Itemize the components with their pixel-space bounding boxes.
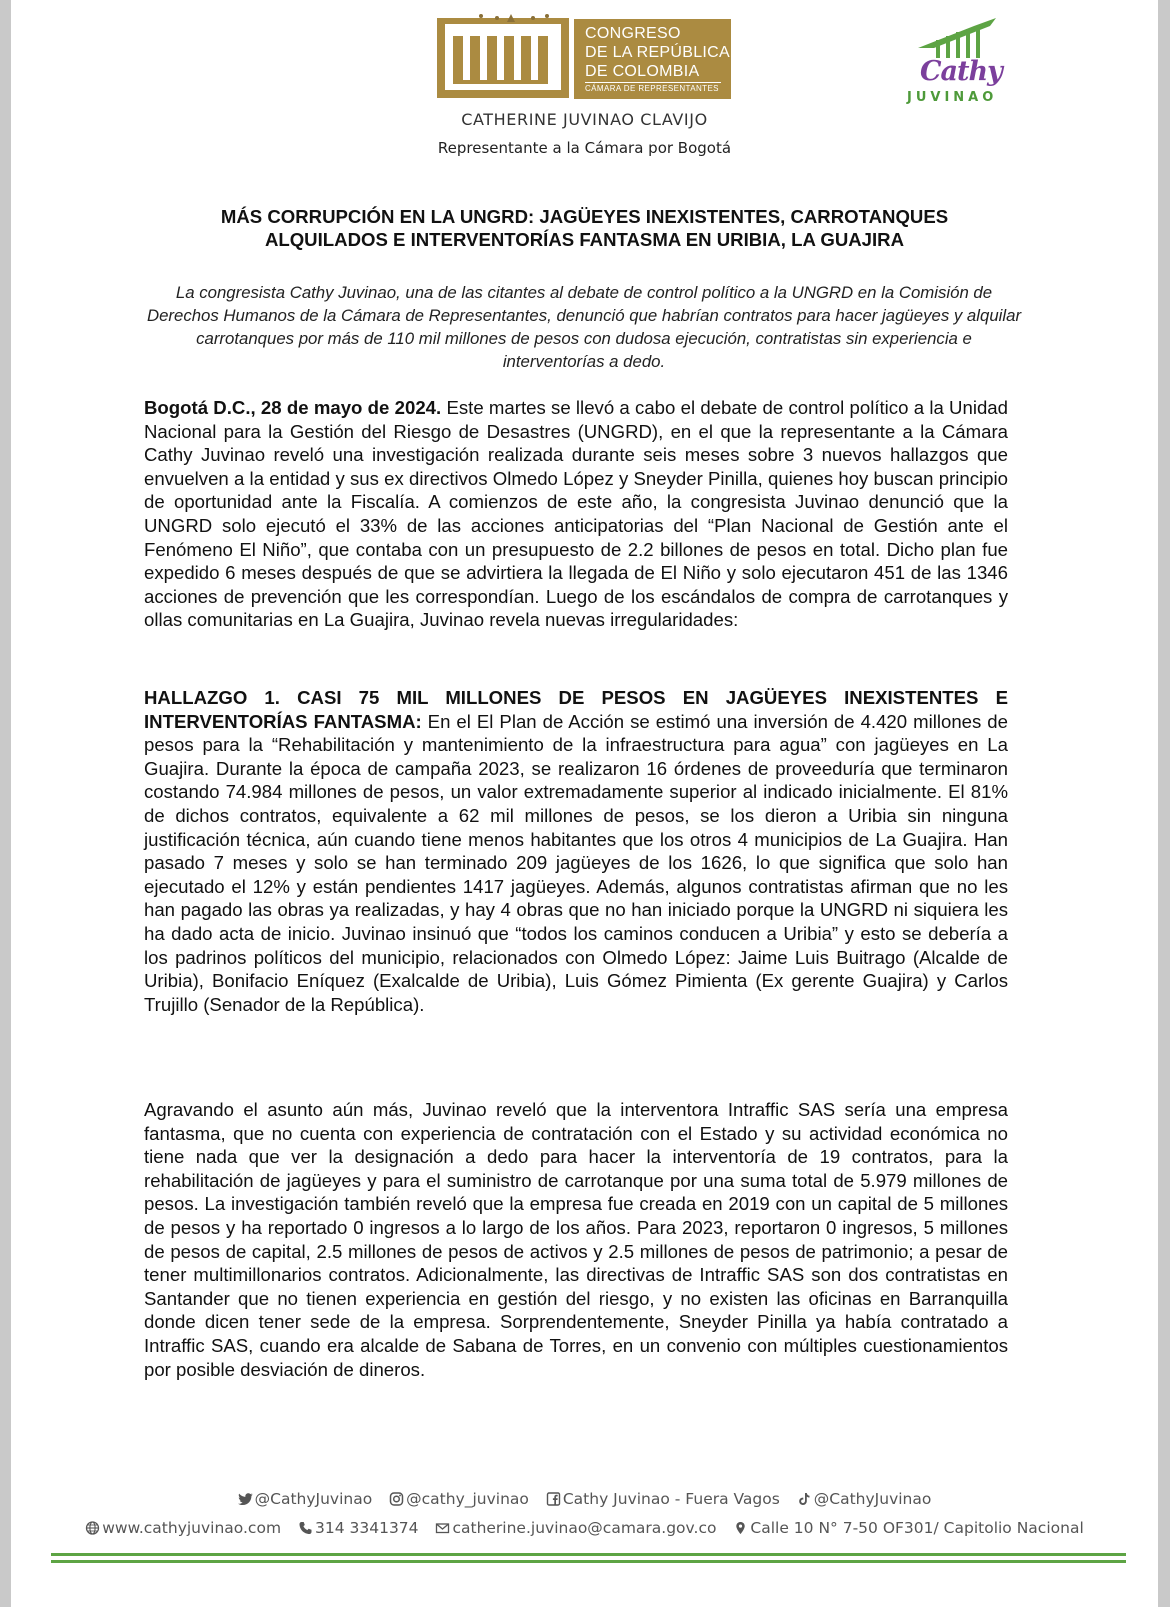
congreso-logo-box	[574, 19, 731, 99]
paragraph-2	[144, 686, 1008, 1016]
tiktok-handle: @CathyJuvinao	[813, 1490, 932, 1508]
facebook-page: Cathy Juvinao - Fuera Vagos	[562, 1490, 780, 1508]
tiktok-icon	[797, 1492, 812, 1506]
location-pin-icon	[733, 1521, 748, 1535]
twitter-icon	[238, 1492, 253, 1506]
cathy-juvinao-logo	[904, 18, 1022, 110]
footer-facebook[interactable]	[546, 1490, 780, 1508]
footer-email[interactable]	[435, 1519, 716, 1537]
logo-divider	[585, 82, 721, 83]
dateline: Bogotá D.C., 28 de mayo de 2024.	[144, 397, 442, 418]
press-release-title	[11, 205, 1158, 251]
logo-sub-text: JUVINAO	[907, 90, 998, 105]
congreso-logo-line3: DE COLOMBIA	[585, 63, 700, 80]
capitol-building-icon	[437, 14, 569, 100]
footer-contact-row	[11, 1519, 1158, 1537]
website-url: www.cathyjuvinao.com	[102, 1519, 282, 1537]
phone-icon	[298, 1521, 313, 1535]
footer-social-row	[11, 1490, 1158, 1508]
twitter-handle: @CathyJuvinao	[254, 1490, 373, 1508]
logo-script-text: Cathy	[920, 56, 1002, 87]
footer-rule-1	[51, 1553, 1126, 1556]
title-line-1: MÁS CORRUPCIÓN EN LA UNGRD: JAGÜEYES INEXISTENTES, CARROTANQUES	[220, 206, 949, 227]
email-address: catherine.juvinao@camara.gov.co	[452, 1519, 717, 1537]
instagram-handle: @cathy_juvinao	[406, 1490, 529, 1508]
footer-instagram[interactable]	[389, 1490, 529, 1508]
congreso-logo-line2: DE LA REPÚBLICA	[585, 44, 730, 61]
document-page	[11, 0, 1158, 1607]
letterhead	[11, 0, 1158, 175]
footer-address	[733, 1519, 1083, 1537]
footer-website[interactable]	[85, 1519, 281, 1537]
footer-phone[interactable]	[298, 1519, 419, 1537]
footer	[11, 1480, 1158, 1607]
footer-twitter[interactable]	[238, 1490, 373, 1508]
instagram-icon	[389, 1492, 404, 1506]
congreso-logo-line1: CONGRESO	[585, 25, 681, 42]
footer-rule-2	[51, 1560, 1126, 1563]
facebook-icon	[546, 1492, 561, 1506]
finding-heading: HALLAZGO 1. CASI 75 MIL MILLONES DE PESOS EN JAGÜEYES INEXISTENTES E INTERVENTORÍAS FANTASMA:	[144, 687, 1008, 732]
columns-icon	[904, 18, 1022, 58]
paragraph-1	[144, 396, 1008, 632]
footer-tiktok[interactable]	[797, 1490, 932, 1508]
paragraph-3: Agravando el asunto aún más, Juvinao reveló que la interventora Intraffic SAS sería una empresa fantasma, que no cuenta con experiencia de contratación con el Estado y su actividad económica no tiene nada que ver la designación a dedo para hacer la interventoría de 19 contratos, para la rehabilitación de jagüeyes y para el suministro de carrotanque por una suma total de 5.979 millones de pesos. La investigación también reveló que la empresa fue creada en 2019 con un capital de 5 millones de pesos y ha reportado 0 ingresos a lo largo de los años. Para 2023, reportaron 0 ingresos, 5 millones de pesos de capital, 2.5 millones de pesos de activos y 2.5 millones de pesos de patrimonio; a pesar de tener multimillonarios contratos. Adicionalmente, las directivas de Intraffic SAS son dos contratistas en Santander que no tienen experiencia en gestión del riesgo, y no existen las oficinas en Barranquilla donde dicen tener sede de la empresa. Sorprendentemente, Sneyder Pinilla ya había contratado a Intraffic SAS, cuando era alcalde de Sabana de Torres, en un convenio con múltiples cuestionamientos por posible desviación de dineros.	[144, 1099, 1008, 1380]
phone-number: 314 3341374	[314, 1519, 419, 1537]
globe-icon	[85, 1521, 100, 1535]
paragraph-2-text: En el El Plan de Acción se estimó una inversión de 4.420 millones de pesos para la “Rehabilitación y mantenimiento de la infraestructura para agua” con jagüeyes en La Guajira. Durante la época de campaña 2023, se realizaron 16 órdenes de proveeduría que terminaron costando 74.984 millones de pesos, un valor extremadamente superior al indicado inicialmente. El 81% de dichos contratos, equivalente a 62 mil millones de pesos, se los dieron a Uribia sin ninguna justificación técnica, aún cuando tiene menos habitantes que los otros 4 municipios de La Guajira. Han pasado 7 meses y solo se han terminado 209 jagüeyes de los 1626, lo que significa que solo han ejecutado el 12% y están pendientes 1417 jagüeyes. Además, algunos contratistas afirman que no les han pagado las obras ya realizadas, y hay 4 obras que no han iniciado porque la UNGRD ni siquiera les ha dado acta de inicio. Juvinao insinuó que “todos los caminos conducen a Uribia” y esto se debería a los padrinos políticos del municipio, relacionados con Olmedo López: Jaime Luis Buitrago (Alcalde de Uribia), Bonifacio Eníquez (Exalcalde de Uribia), Luis Gómez Pimienta (Ex gerente Guajira) y Carlos Trujillo (Senador de la República).	[144, 710, 1008, 1015]
mail-icon	[435, 1521, 450, 1535]
congreso-logo	[437, 14, 739, 100]
paragraph-1-text: Este martes se llevó a cabo el debate de control político a la Unidad Nacional para la Gestión del Riesgo de Desastres (UNGRD), en el que la representante a la Cámara Cathy Juvinao reveló una investigación realizada durante seis meses sobre 3 nuevos hallazgos que envuelven a la entidad y sus ex directivos Olmedo López y Sneyder Pinilla, quienes hoy buscan principio de oportunidad ante la Fiscalía. A comienzos de este año, la congresista Juvinao denunció que la UNGRD solo ejecutó el 33% de las acciones anticipatorias del “Plan Nacional de Gestión ante el Fenómeno El Niño”, que contaba con un presupuesto de 2.2 billones de pesos en total. Dicho plan fue expedido 6 meses después de que se advirtiera la llegada de El Niño y solo ejecutaron 451 de las 1346 acciones de prevención que les correspondían. Luego de los escándalos de compra de carrotanques y ollas comunitarias en La Guajira, Juvinao revela nuevas irregularidades:	[144, 397, 1008, 631]
representative-name: CATHERINE JUVINAO CLAVIJO	[461, 110, 708, 129]
office-address: Calle 10 N° 7-50 OF301/ Capitolio Nacional	[750, 1519, 1084, 1537]
congreso-logo-line4: CÁMARA DE REPRESENTANTES	[585, 84, 719, 93]
representative-role: Representante a la Cámara por Bogotá	[437, 139, 732, 157]
title-line-2: ALQUILADOS E INTERVENTORÍAS FANTASMA EN URIBIA, LA GUAJIRA	[264, 229, 905, 250]
press-release-lead: La congresista Cathy Juvinao, una de las citantes al debate de control político a la UNGRD en la Comisión de Derechos Humanos de la Cámara de Representantes, denunció que habrían contratos para hacer jagüeyes y alquilar carrotanques por más de 110 mil millones de pesos con dudosa ejecución, contratistas sin experiencia e interventorías a dedo.	[146, 283, 1022, 371]
